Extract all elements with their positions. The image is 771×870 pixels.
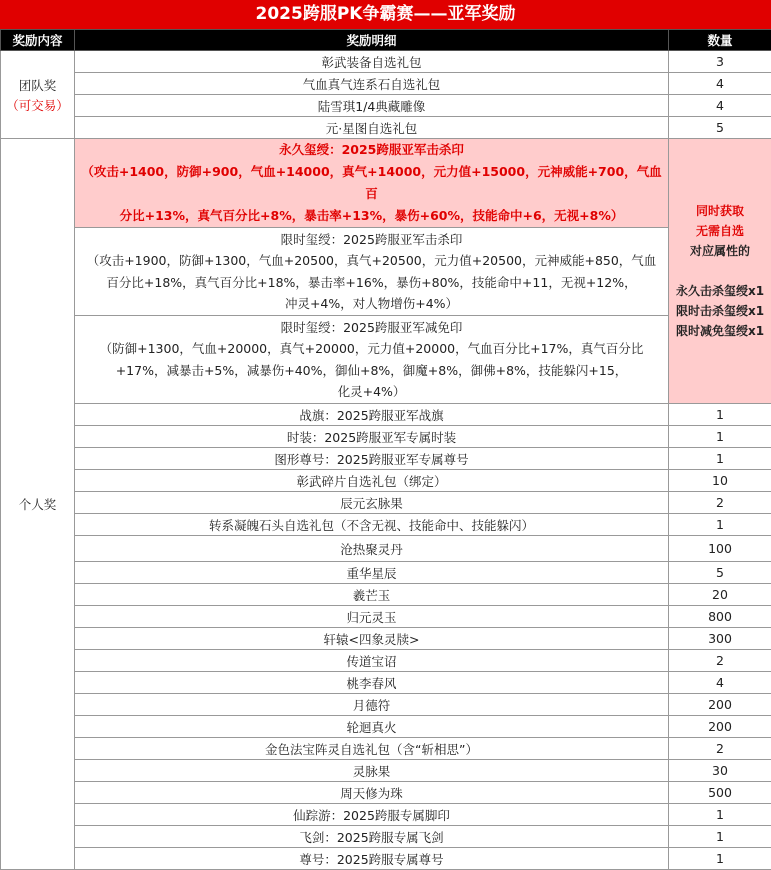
seal-limited-reduce-line: （防御+1300，气血+20000，真气+20000，元力值+20000，气血百分比+17%，真气百分比	[79, 338, 664, 360]
table-row	[1, 73, 771, 95]
item-name: 辰元玄脉果	[75, 492, 669, 514]
table-row	[1, 606, 771, 628]
team-label: 团队奖	[5, 76, 70, 94]
item-name: 沧热聚灵丹	[75, 536, 669, 562]
seal-permanent	[75, 139, 669, 228]
seal-row-permanent	[1, 139, 771, 228]
item-name: 轩辕<四象灵牍>	[75, 628, 669, 650]
item-quantity: 4	[669, 672, 771, 694]
item-quantity: 20	[669, 584, 771, 606]
item-name: 羲芒玉	[75, 584, 669, 606]
table-row	[1, 584, 771, 606]
item-name: 尊号：2025跨服专属尊号	[75, 848, 669, 870]
seal-note-line: 无需自选	[673, 221, 767, 241]
item-name: 桃李春风	[75, 672, 669, 694]
seal-permanent-line: （攻击+1400，防御+900，气血+14000，真气+14000，元力值+15000，元神威能+700，气血百	[79, 161, 664, 205]
item-name: 气血真气连系石自选礼包	[75, 73, 669, 95]
seal-permanent-line: 分比+13%，真气百分比+8%，暴击率+13%，暴伤+60%，技能命中+6，无视+8%）	[79, 205, 664, 227]
table-header-row	[1, 30, 771, 51]
item-name: 归元灵玉	[75, 606, 669, 628]
personal-label: 个人奖	[5, 495, 70, 513]
header-detail: 奖励明细	[75, 30, 669, 51]
table-row	[1, 95, 771, 117]
item-name: 重华星辰	[75, 562, 669, 584]
seal-note-line: 限时击杀玺绶x1	[673, 301, 767, 321]
item-quantity: 300	[669, 628, 771, 650]
table-row	[1, 628, 771, 650]
table-row	[1, 492, 771, 514]
table-row	[1, 426, 771, 448]
seal-limited-kill-title: 限时玺绶：2025跨服亚军击杀印	[79, 229, 664, 251]
page-title: 2025跨服PK争霸赛——亚军奖励	[0, 0, 771, 29]
item-name: 元·星图自选礼包	[75, 117, 669, 139]
item-quantity: 200	[669, 694, 771, 716]
item-quantity: 1	[669, 514, 771, 536]
item-quantity: 4	[669, 73, 771, 95]
table-row	[1, 404, 771, 426]
item-quantity: 2	[669, 492, 771, 514]
table-row	[1, 716, 771, 738]
table-row	[1, 562, 771, 584]
seal-limited-reduce-title: 限时玺绶：2025跨服亚军减免印	[79, 317, 664, 339]
seal-limited-kill-line: 百分比+18%，真气百分比+18%，暴击率+16%，暴伤+80%，技能命中+11，无视+12%，	[79, 272, 664, 294]
item-name: 时装：2025跨服亚军专属时装	[75, 426, 669, 448]
seal-permanent-title: 永久玺绶：2025跨服亚军击杀印	[79, 139, 664, 161]
item-quantity: 1	[669, 448, 771, 470]
item-quantity: 1	[669, 804, 771, 826]
item-quantity: 1	[669, 426, 771, 448]
table-row	[1, 672, 771, 694]
seal-note	[669, 139, 771, 404]
item-quantity: 1	[669, 848, 771, 870]
seal-limited-kill-line: （攻击+1900，防御+1300，气血+20500，真气+20500，元力值+20500，元神威能+850，气血	[79, 250, 664, 272]
header-quantity: 数量	[669, 30, 771, 51]
item-name: 轮迴真火	[75, 716, 669, 738]
item-quantity: 2	[669, 738, 771, 760]
seal-row-limited-kill	[1, 228, 771, 316]
seal-note-line: 同时获取	[673, 201, 767, 221]
item-name: 图形尊号：2025跨服亚军专属尊号	[75, 448, 669, 470]
item-name: 月德符	[75, 694, 669, 716]
table-row	[1, 804, 771, 826]
item-quantity: 30	[669, 760, 771, 782]
category-personal	[1, 139, 75, 870]
item-name: 陆雪琪1/4典藏雕像	[75, 95, 669, 117]
item-quantity: 4	[669, 95, 771, 117]
header-category: 奖励内容	[1, 30, 75, 51]
seal-note-line: 对应属性的	[673, 241, 767, 261]
item-name: 周天修为珠	[75, 782, 669, 804]
item-quantity: 5	[669, 562, 771, 584]
item-name: 金色法宝阵灵自选礼包（含“斩相思”）	[75, 738, 669, 760]
seal-limited-reduce-line: 化灵+4%）	[79, 381, 664, 403]
item-name: 彰武装备自选礼包	[75, 51, 669, 73]
table-row	[1, 738, 771, 760]
table-row	[1, 514, 771, 536]
item-quantity: 10	[669, 470, 771, 492]
table-row	[1, 448, 771, 470]
item-quantity: 800	[669, 606, 771, 628]
table-row	[1, 650, 771, 672]
item-name: 转系凝魄石头自选礼包（不含无视、技能命中、技能躲闪）	[75, 514, 669, 536]
item-name: 飞剑：2025跨服专属飞剑	[75, 826, 669, 848]
reward-table	[0, 29, 771, 870]
table-row	[1, 51, 771, 73]
item-quantity: 1	[669, 826, 771, 848]
item-name: 传道宝诏	[75, 650, 669, 672]
item-quantity: 500	[669, 782, 771, 804]
table-row	[1, 117, 771, 139]
item-quantity: 3	[669, 51, 771, 73]
item-quantity: 100	[669, 536, 771, 562]
table-row	[1, 826, 771, 848]
item-name: 灵脉果	[75, 760, 669, 782]
table-row	[1, 536, 771, 562]
seal-limited-kill	[75, 228, 669, 316]
seal-note-line: 永久击杀玺绶x1	[673, 281, 767, 301]
seal-row-limited-reduce	[1, 316, 771, 404]
item-quantity: 1	[669, 404, 771, 426]
table-row	[1, 848, 771, 870]
item-quantity: 200	[669, 716, 771, 738]
item-name: 彰武碎片自选礼包（绑定）	[75, 470, 669, 492]
table-row	[1, 694, 771, 716]
seal-limited-reduce	[75, 316, 669, 404]
item-quantity: 5	[669, 117, 771, 139]
seal-note-line: 限时减免玺绶x1	[673, 321, 767, 341]
item-name: 仙踪游：2025跨服专属脚印	[75, 804, 669, 826]
seal-limited-reduce-line: +17%，减暴击+5%，减暴伤+40%，御仙+8%，御魔+8%，御佛+8%，技能躲闪+15，	[79, 360, 664, 382]
category-team	[1, 51, 75, 139]
table-row	[1, 470, 771, 492]
seal-limited-kill-line: 冲灵+4%，对人物增伤+4%）	[79, 293, 664, 315]
table-row	[1, 760, 771, 782]
table-body	[1, 51, 771, 870]
item-quantity: 2	[669, 650, 771, 672]
team-tradable-note: （可交易）	[5, 96, 70, 114]
item-name: 战旗：2025跨服亚军战旗	[75, 404, 669, 426]
table-row	[1, 782, 771, 804]
